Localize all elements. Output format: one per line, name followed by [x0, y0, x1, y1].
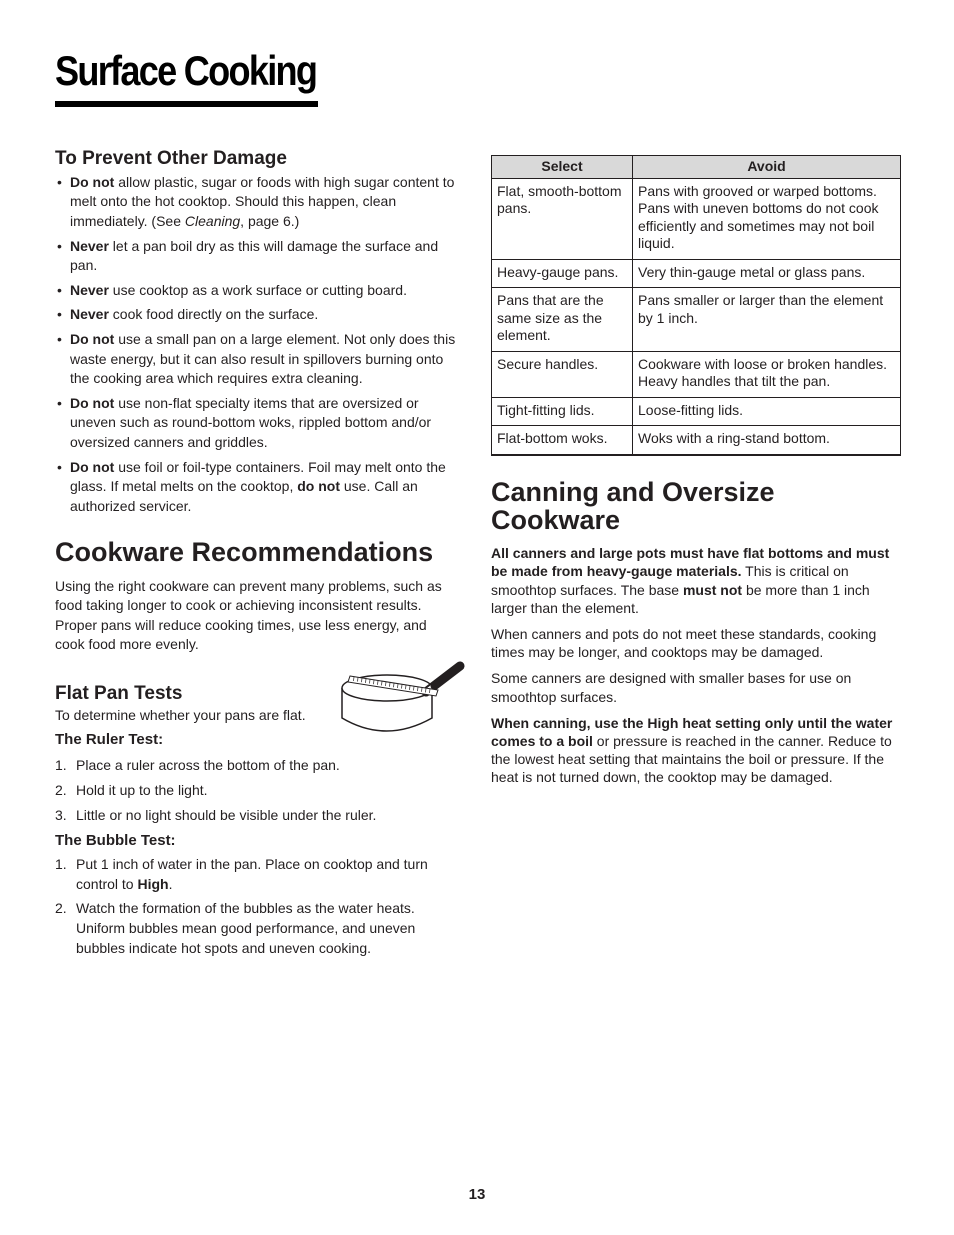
select-cell: Flat, smooth-bottom pans.	[492, 178, 633, 259]
list-item: • Do not use foil or foil-type containers. Foil may melt onto the glass. If metal melts on the cooktop, do not use. Call an authorized servicer.	[57, 458, 446, 514]
cookware-intro: Using the right cookware can prevent many problems, such as food taking longer to cook or achieving inconsistent results. Proper pans will reduce cooking times, use less energy, and cook food more evenly.	[55, 577, 442, 653]
ruler-steps	[55, 756, 465, 825]
list-item: 1. Put 1 inch of water in the pan. Place on cooktop and turn control to High.	[55, 856, 428, 892]
avoid-cell: Pans smaller or larger than the element by 1 inch.	[633, 288, 901, 352]
list-item: • Do not allow plastic, sugar or foods with high sugar content to melt onto the hot cooktop. Should this happen, clean immediately. (See Cleaning, page 6.)	[57, 173, 455, 229]
prevent-damage-list	[55, 173, 465, 517]
avoid-cell: Very thin-gauge metal or glass pans.	[633, 259, 901, 288]
cookware-table	[491, 155, 901, 456]
list-item: • Never let a pan boil dry as this will damage the surface and pan.	[57, 237, 439, 274]
ruler-test-heading: The Ruler Test:	[55, 731, 164, 749]
list-item: 2. Watch the formation of the bubbles as the water heats. Uniform bubbles mean good performance, and uneven bubbles indicate hot spots and uneven cooking.	[55, 900, 416, 956]
select-cell: Pans that are the same size as the element.	[492, 288, 633, 352]
list-item: • Do not use non-flat specialty items that are oversized or uneven such as round-bottom woks, rippled bottom and/or oversized canners and griddles.	[57, 394, 432, 450]
avoid-cell: Cookware with loose or broken handles. Heavy handles that tilt the pan.	[633, 351, 901, 397]
select-cell: Heavy-gauge pans.	[492, 259, 633, 288]
avoid-cell: Loose-fitting lids.	[633, 397, 901, 426]
table-row	[492, 178, 901, 259]
select-cell: Secure handles.	[492, 351, 633, 397]
table-header-row	[492, 156, 901, 179]
page-number: 13	[468, 1186, 486, 1203]
col-select-header: Select	[492, 156, 633, 179]
table-row	[492, 288, 901, 352]
page-title: Surface Cooking	[55, 47, 317, 94]
right-column	[491, 155, 901, 794]
select-cell: Tight-fitting lids.	[492, 397, 633, 426]
pan-ruler-illustration	[338, 660, 466, 740]
canning-paragraph-2: When canners and pots do not meet these standards, cooking times may be longer, and cooktops may be damaged.	[491, 625, 877, 661]
canning-paragraph-4: When canning, use the High heat setting only until the water comes to a boil or pressure is reached in the canner. Reduce to the lowest heat setting that maintains the boil or pressure. If the heat is not turned down, the cooktop may be damaged.	[491, 714, 893, 786]
select-cell: Flat-bottom woks.	[492, 426, 633, 455]
canning-paragraph-3: Some canners are designed with smaller bases for use on smoothtop surfaces.	[491, 670, 852, 705]
list-item: 2. Hold it up to the light.	[55, 782, 208, 798]
left-column	[55, 148, 465, 963]
col-avoid-header: Avoid	[633, 156, 901, 179]
bubble-test-heading: The Bubble Test:	[55, 832, 176, 850]
bubble-steps	[55, 855, 465, 958]
prevent-damage-heading: To Prevent Other Damage	[55, 148, 287, 169]
list-item: 1. Place a ruler across the bottom of the pan.	[55, 757, 340, 774]
avoid-cell: Pans with grooved or warped bottoms. Pans with uneven bottoms do not cook efficiently and sometimes may not boil liquid.	[633, 178, 901, 259]
cookware-heading: Cookware Recommendations	[55, 537, 434, 568]
canning-paragraph-1: All canners and large pots must have flat bottoms and must be made from heavy-gauge materials. This is critical on smoothtop surfaces. The base must not be more than 1 inch larger than the element.	[491, 545, 890, 616]
canning-heading: Canning and Oversize Cookware	[491, 476, 775, 535]
avoid-cell: Woks with a ring-stand bottom.	[633, 426, 901, 455]
table-row	[492, 397, 901, 426]
list-item: 3. Little or no light should be visible under the ruler.	[55, 806, 377, 823]
flat-pan-heading: Flat Pan Tests	[55, 683, 183, 705]
table-row	[492, 426, 901, 455]
list-item: • Never use cooktop as a work surface or cutting board.	[57, 281, 407, 298]
title-underline	[55, 101, 318, 107]
flat-pan-intro: To determine whether your pans are flat.	[55, 706, 306, 723]
table-row	[492, 351, 901, 397]
list-item: • Do not use a small pan on a large element. Not only does this waste energy, but it can also result in spillovers burning onto the cooking area which requires extra cleaning.	[57, 330, 456, 387]
table-row	[492, 259, 901, 288]
list-item: • Never cook food directly on the surface.	[57, 306, 319, 323]
